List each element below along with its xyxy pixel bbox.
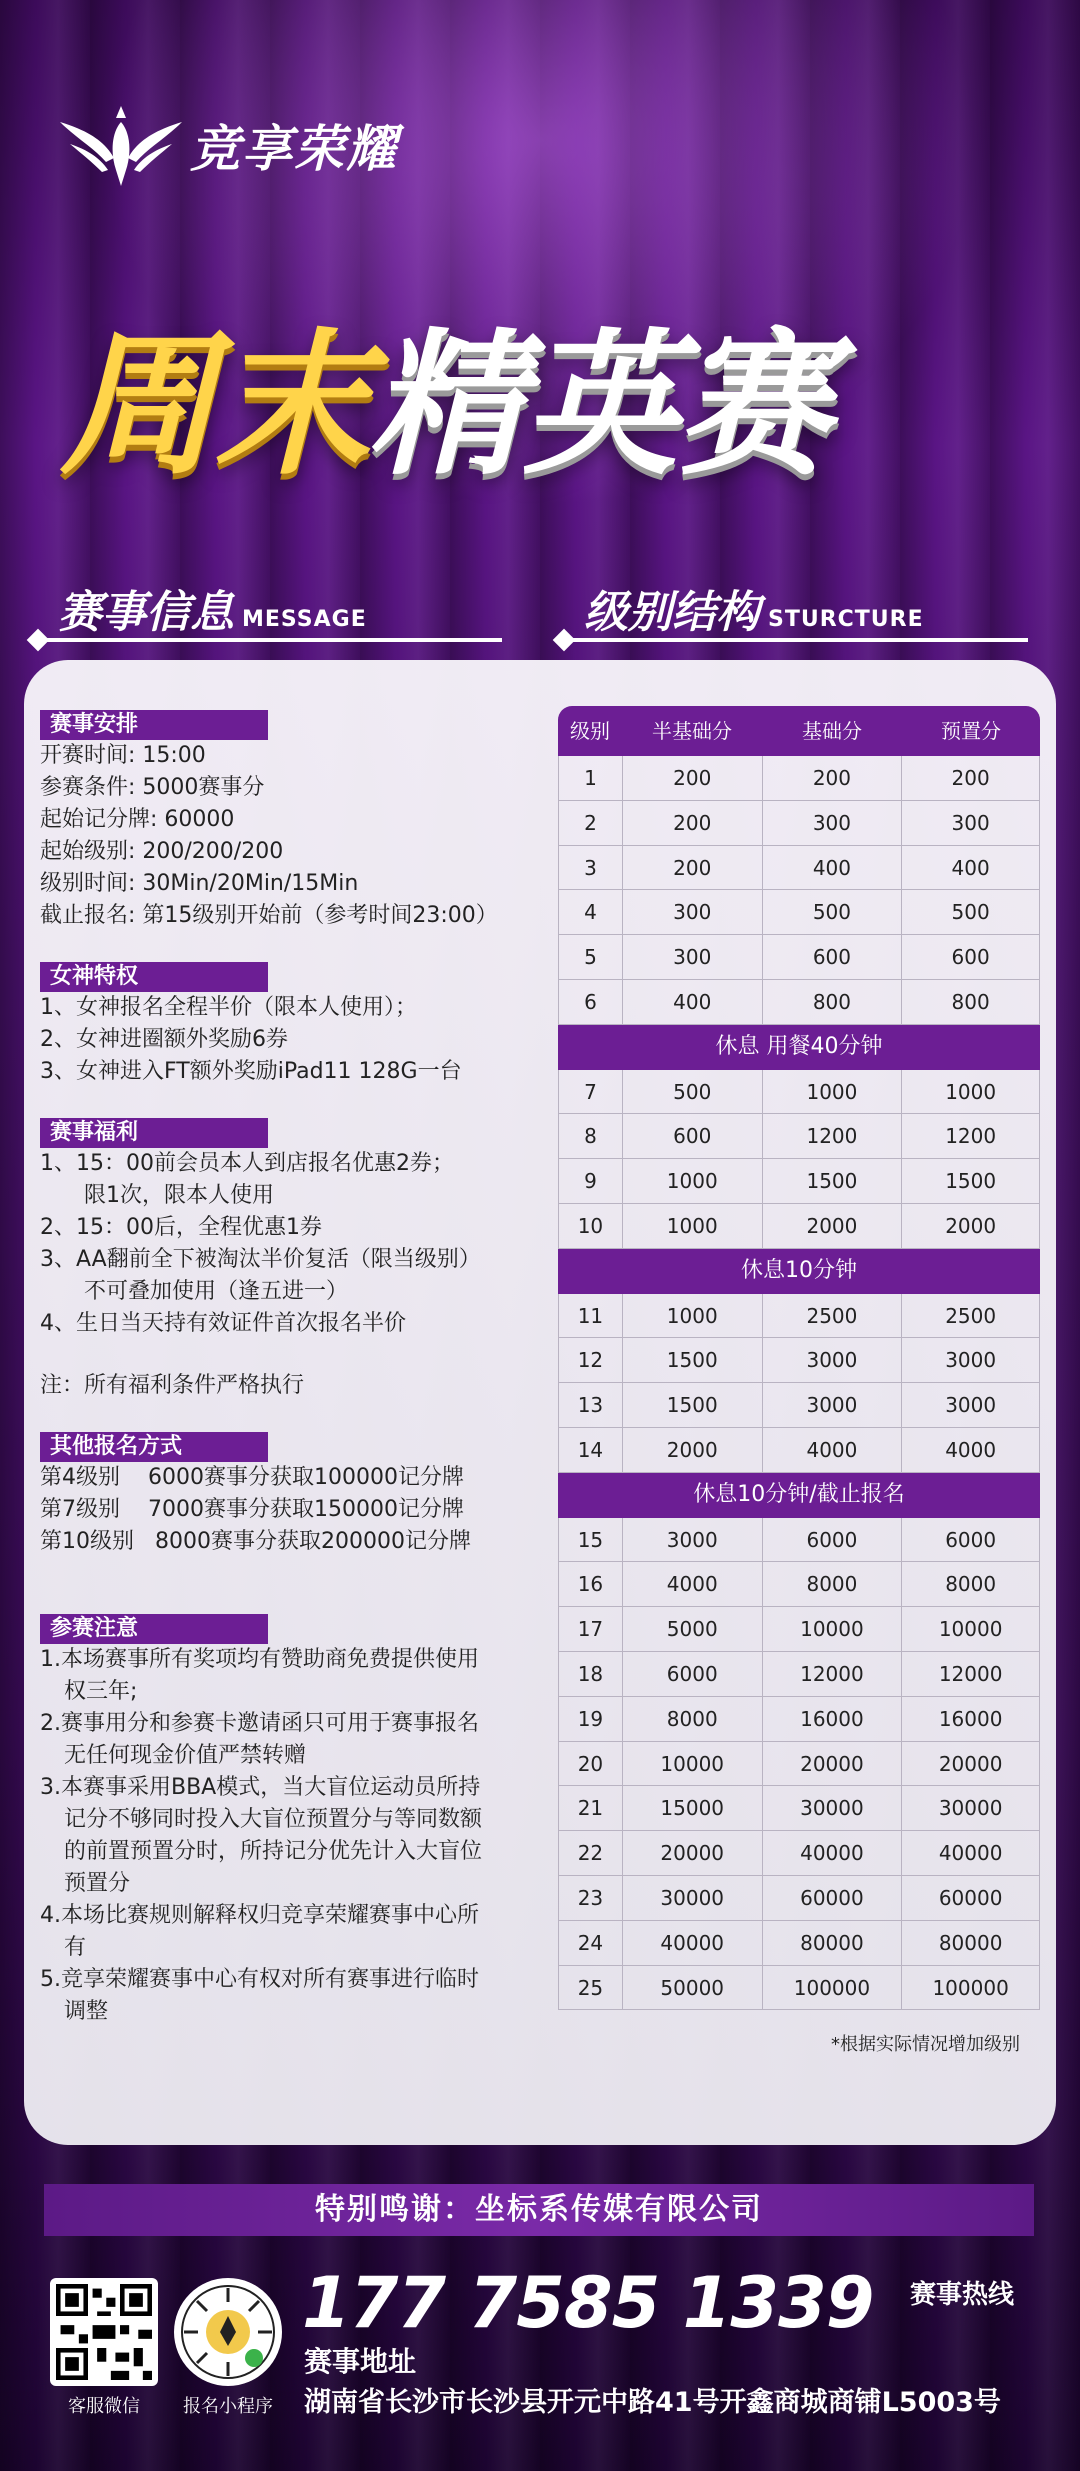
cell-half-base: 2000 bbox=[623, 1428, 763, 1472]
cell-preset: 30000 bbox=[902, 1786, 1040, 1830]
notice-line: 4.本场比赛规则解释权归竞享荣耀赛事中心所 bbox=[40, 1903, 479, 1928]
cell-base: 16000 bbox=[763, 1697, 903, 1741]
table-break-row: 休息10分钟/截止报名 bbox=[558, 1473, 1040, 1518]
cell-preset: 16000 bbox=[902, 1697, 1040, 1741]
cell-preset: 400 bbox=[902, 846, 1040, 890]
table-row bbox=[558, 1294, 1040, 1339]
cell-half-base: 10000 bbox=[623, 1742, 763, 1786]
section-structure-en: STURCTURE bbox=[768, 607, 924, 632]
table-break-row: 休息 用餐40分钟 bbox=[558, 1025, 1040, 1070]
cell-preset: 600 bbox=[902, 935, 1040, 979]
cell-base: 8000 bbox=[763, 1562, 903, 1606]
table-row bbox=[558, 1338, 1040, 1383]
cell-half-base: 300 bbox=[623, 890, 763, 934]
schedule-line: 开赛时间: 15:00 bbox=[40, 743, 206, 768]
cell-half-base: 1500 bbox=[623, 1383, 763, 1427]
cell-base: 40000 bbox=[763, 1831, 903, 1875]
section-divider bbox=[566, 638, 1028, 642]
table-header bbox=[558, 706, 1040, 756]
cell-half-base: 5000 bbox=[623, 1607, 763, 1651]
cell-level: 15 bbox=[559, 1518, 623, 1562]
cell-preset: 200 bbox=[902, 756, 1040, 800]
cell-base: 600 bbox=[763, 935, 903, 979]
cell-base: 200 bbox=[763, 756, 903, 800]
cell-preset: 8000 bbox=[902, 1562, 1040, 1606]
sponsor-thanks-bar: 特别鸣谢：坐标系传媒有限公司 bbox=[44, 2184, 1034, 2236]
cell-level: 24 bbox=[559, 1921, 623, 1965]
benefits-note: 注：所有福利条件严格执行 bbox=[40, 1373, 305, 1398]
cell-base: 500 bbox=[763, 890, 903, 934]
table-rows-group bbox=[558, 1294, 1040, 1473]
cell-preset: 1500 bbox=[902, 1159, 1040, 1203]
cell-base: 20000 bbox=[763, 1742, 903, 1786]
notice-line: 记分不够同时投入大盲位预置分与等同数额 bbox=[64, 1807, 483, 1832]
table-rows-group bbox=[558, 756, 1040, 1025]
benefits-line: 3、AA翻前全下被淘汰半价复活（限当级别） bbox=[40, 1247, 481, 1272]
cell-level: 3 bbox=[559, 846, 623, 890]
notice-group bbox=[40, 1614, 550, 2028]
cell-level: 19 bbox=[559, 1697, 623, 1741]
brand-name: 竞享荣耀 bbox=[190, 120, 398, 178]
benefits-line: 1、15：00前会员本人到店报名优惠2券； bbox=[40, 1151, 454, 1176]
section-header-info bbox=[58, 578, 367, 638]
cell-preset: 6000 bbox=[902, 1518, 1040, 1562]
cell-level: 13 bbox=[559, 1383, 623, 1427]
cell-half-base: 3000 bbox=[623, 1518, 763, 1562]
cell-preset: 10000 bbox=[902, 1607, 1040, 1651]
table-row bbox=[558, 1428, 1040, 1473]
schedule-group bbox=[40, 710, 550, 932]
schedule-line: 起始级别: 200/200/200 bbox=[40, 839, 284, 864]
table-row bbox=[558, 935, 1040, 980]
hotline-number[interactable]: 177 7585 1339 bbox=[302, 2262, 874, 2344]
cell-level: 7 bbox=[559, 1070, 623, 1114]
cell-half-base: 200 bbox=[623, 756, 763, 800]
cell-base: 6000 bbox=[763, 1518, 903, 1562]
cell-base: 2500 bbox=[763, 1294, 903, 1338]
cell-base: 2000 bbox=[763, 1204, 903, 1248]
cell-level: 22 bbox=[559, 1831, 623, 1875]
cell-half-base: 1000 bbox=[623, 1204, 763, 1248]
table-rows-group bbox=[558, 1070, 1040, 1249]
goddess-group bbox=[40, 962, 550, 1088]
cell-base: 400 bbox=[763, 846, 903, 890]
table-row bbox=[558, 1383, 1040, 1428]
cell-preset: 100000 bbox=[902, 1966, 1040, 2010]
cell-half-base: 1000 bbox=[623, 1159, 763, 1203]
cell-preset: 2500 bbox=[902, 1294, 1040, 1338]
schedule-line: 参赛条件: 5000赛事分 bbox=[40, 775, 265, 800]
goddess-line: 3、女神进入FT额外奖励iPad11 128G一台 bbox=[40, 1059, 462, 1084]
qr-code-icon bbox=[56, 2284, 152, 2380]
cell-base: 800 bbox=[763, 980, 903, 1024]
title-part-white: 精英赛 bbox=[368, 314, 830, 496]
section-divider bbox=[40, 638, 502, 642]
cell-half-base: 6000 bbox=[623, 1652, 763, 1696]
cell-base: 300 bbox=[763, 801, 903, 845]
cell-half-base: 200 bbox=[623, 846, 763, 890]
cell-half-base: 200 bbox=[623, 801, 763, 845]
table-row bbox=[558, 1742, 1040, 1787]
table-break-row: 休息10分钟 bbox=[558, 1249, 1040, 1294]
table-row bbox=[558, 1159, 1040, 1204]
cell-half-base: 1500 bbox=[623, 1338, 763, 1382]
notice-line: 5.竞享荣耀赛事中心有权对所有赛事进行临时 bbox=[40, 1967, 479, 1992]
cell-half-base: 30000 bbox=[623, 1876, 763, 1920]
schedule-line: 级别时间: 30Min/20Min/15Min bbox=[40, 871, 359, 896]
title-part-gold: 周末 bbox=[60, 314, 368, 496]
cell-base: 3000 bbox=[763, 1383, 903, 1427]
cell-preset: 3000 bbox=[902, 1338, 1040, 1382]
table-row bbox=[558, 1786, 1040, 1831]
cell-level: 17 bbox=[559, 1607, 623, 1651]
cell-level: 23 bbox=[559, 1876, 623, 1920]
cell-preset: 60000 bbox=[902, 1876, 1040, 1920]
section-info-en: MESSAGE bbox=[242, 607, 367, 632]
schedule-line: 起始记分牌: 60000 bbox=[40, 807, 235, 832]
cell-half-base: 600 bbox=[623, 1114, 763, 1158]
info-column bbox=[40, 710, 550, 2058]
cell-half-base: 40000 bbox=[623, 1921, 763, 1965]
cell-level: 25 bbox=[559, 1966, 623, 2010]
table-row bbox=[558, 1697, 1040, 1742]
phoenix-logo-icon bbox=[56, 100, 186, 190]
cell-level: 20 bbox=[559, 1742, 623, 1786]
notice-line: 3.本赛事采用BBA模式，当大盲位运动员所持 bbox=[40, 1775, 481, 1800]
other-line: 第10级别 8000赛事分获取200000记分牌 bbox=[40, 1529, 471, 1554]
level-structure-table bbox=[558, 706, 1040, 2056]
header-level: 级别 bbox=[570, 719, 610, 743]
table-row bbox=[558, 1204, 1040, 1249]
table-row bbox=[558, 1921, 1040, 1966]
table-row bbox=[558, 756, 1040, 801]
cell-preset: 80000 bbox=[902, 1921, 1040, 1965]
cell-level: 18 bbox=[559, 1652, 623, 1696]
table-row bbox=[558, 1607, 1040, 1652]
section-info-cn: 赛事信息 bbox=[58, 587, 234, 638]
notice-line: 预置分 bbox=[64, 1871, 131, 1896]
goddess-tag: 女神特权 bbox=[40, 962, 268, 992]
cell-level: 12 bbox=[559, 1338, 623, 1382]
cell-preset: 3000 bbox=[902, 1383, 1040, 1427]
cell-level: 4 bbox=[559, 890, 623, 934]
page-title bbox=[60, 314, 1020, 496]
notice-tag: 参赛注意 bbox=[40, 1614, 268, 1644]
header-half-base: 半基础分 bbox=[652, 719, 732, 743]
other-tag: 其他报名方式 bbox=[40, 1432, 268, 1462]
cell-level: 11 bbox=[559, 1294, 623, 1338]
cell-base: 1000 bbox=[763, 1070, 903, 1114]
cell-level: 1 bbox=[559, 756, 623, 800]
notice-line: 有 bbox=[64, 1935, 87, 1960]
benefits-line: 限1次，限本人使用 bbox=[84, 1183, 274, 1208]
table-row bbox=[558, 1652, 1040, 1697]
cell-base: 3000 bbox=[763, 1338, 903, 1382]
table-row bbox=[558, 801, 1040, 846]
table-note: *根据实际情况增加级别 bbox=[831, 2034, 1020, 2056]
other-line: 第7级别 7000赛事分获取150000记分牌 bbox=[40, 1497, 464, 1522]
cell-base: 100000 bbox=[763, 1966, 903, 2010]
notice-line: 1.本场赛事所有奖项均有赞助商免费提供使用 bbox=[40, 1647, 479, 1672]
cell-preset: 1000 bbox=[902, 1070, 1040, 1114]
cell-level: 10 bbox=[559, 1204, 623, 1248]
notice-line: 无任何现金价值严禁转赠 bbox=[64, 1743, 307, 1768]
cell-level: 9 bbox=[559, 1159, 623, 1203]
table-row bbox=[558, 1518, 1040, 1563]
cell-half-base: 4000 bbox=[623, 1562, 763, 1606]
cell-preset: 1200 bbox=[902, 1114, 1040, 1158]
cell-base: 1200 bbox=[763, 1114, 903, 1158]
schedule-tag: 赛事安排 bbox=[40, 710, 268, 740]
table-row bbox=[558, 1966, 1040, 2011]
cell-preset: 12000 bbox=[902, 1652, 1040, 1696]
other-line: 第4级别 6000赛事分获取100000记分牌 bbox=[40, 1465, 464, 1490]
cell-preset: 2000 bbox=[902, 1204, 1040, 1248]
goddess-line: 2、女神进圈额外奖励6券 bbox=[40, 1027, 288, 1052]
table-row bbox=[558, 1831, 1040, 1876]
table-row bbox=[558, 1562, 1040, 1607]
cell-preset: 800 bbox=[902, 980, 1040, 1024]
cell-half-base: 50000 bbox=[623, 1966, 763, 2010]
service-wechat-qr[interactable] bbox=[50, 2278, 158, 2386]
cell-base: 10000 bbox=[763, 1607, 903, 1651]
cell-base: 4000 bbox=[763, 1428, 903, 1472]
cell-level: 2 bbox=[559, 801, 623, 845]
header-preset: 预置分 bbox=[941, 719, 1001, 743]
table-row bbox=[558, 1876, 1040, 1921]
cell-preset: 4000 bbox=[902, 1428, 1040, 1472]
table-row bbox=[558, 846, 1040, 891]
cell-base: 12000 bbox=[763, 1652, 903, 1696]
cell-half-base: 15000 bbox=[623, 1786, 763, 1830]
cell-base: 80000 bbox=[763, 1921, 903, 1965]
cell-preset: 500 bbox=[902, 890, 1040, 934]
benefits-line: 不可叠加使用（逢五进一） bbox=[84, 1279, 349, 1304]
mini-program-code-icon bbox=[180, 2284, 276, 2380]
cell-level: 21 bbox=[559, 1786, 623, 1830]
cell-level: 5 bbox=[559, 935, 623, 979]
notice-line: 2.赛事用分和参赛卡邀请函只可用于赛事报名 bbox=[40, 1711, 479, 1736]
table-row bbox=[558, 1114, 1040, 1159]
cell-level: 14 bbox=[559, 1428, 623, 1472]
notice-line: 权三年; bbox=[64, 1679, 138, 1704]
cell-level: 8 bbox=[559, 1114, 623, 1158]
benefits-group bbox=[40, 1118, 550, 1402]
other-group bbox=[40, 1432, 550, 1558]
schedule-line: 截止报名: 第15级别开始前（参考时间23:00） bbox=[40, 903, 498, 928]
cell-base: 1500 bbox=[763, 1159, 903, 1203]
table-row bbox=[558, 980, 1040, 1025]
cell-preset: 40000 bbox=[902, 1831, 1040, 1875]
cell-half-base: 1000 bbox=[623, 1294, 763, 1338]
hotline-label: 赛事热线 bbox=[910, 2280, 1015, 2310]
brand-logo bbox=[56, 100, 476, 190]
benefits-tag: 赛事福利 bbox=[40, 1118, 268, 1148]
table-rows-group bbox=[558, 1518, 1040, 2011]
cell-base: 60000 bbox=[763, 1876, 903, 1920]
section-header-structure bbox=[584, 578, 924, 638]
cell-preset: 20000 bbox=[902, 1742, 1040, 1786]
benefits-line: 4、生日当天持有效证件首次报名半价 bbox=[40, 1311, 406, 1336]
cell-half-base: 8000 bbox=[623, 1697, 763, 1741]
qr-caption-wechat: 客服微信 bbox=[68, 2396, 140, 2417]
address-label: 赛事地址 bbox=[304, 2345, 417, 2378]
cell-level: 6 bbox=[559, 980, 623, 1024]
mini-program-qr[interactable] bbox=[174, 2278, 282, 2386]
table-row bbox=[558, 1070, 1040, 1115]
qr-caption-mini-program: 报名小程序 bbox=[183, 2396, 273, 2417]
table-row bbox=[558, 890, 1040, 935]
cell-level: 16 bbox=[559, 1562, 623, 1606]
header-base: 基础分 bbox=[802, 719, 862, 743]
cell-preset: 300 bbox=[902, 801, 1040, 845]
benefits-line: 2、15：00后，全程优惠1券 bbox=[40, 1215, 322, 1240]
notice-line: 调整 bbox=[64, 1999, 109, 2024]
notice-line: 的前置预置分时，所持记分优先计入大盲位 bbox=[64, 1839, 483, 1864]
cell-half-base: 400 bbox=[623, 980, 763, 1024]
address-text: 湖南省长沙市长沙县开元中路41号开鑫商城商铺L5003号 bbox=[304, 2387, 1001, 2418]
cell-half-base: 300 bbox=[623, 935, 763, 979]
cell-half-base: 20000 bbox=[623, 1831, 763, 1875]
goddess-line: 1、女神报名全程半价（限本人使用）； bbox=[40, 995, 417, 1020]
section-structure-cn: 级别结构 bbox=[584, 587, 760, 638]
cell-half-base: 500 bbox=[623, 1070, 763, 1114]
cell-base: 30000 bbox=[763, 1786, 903, 1830]
